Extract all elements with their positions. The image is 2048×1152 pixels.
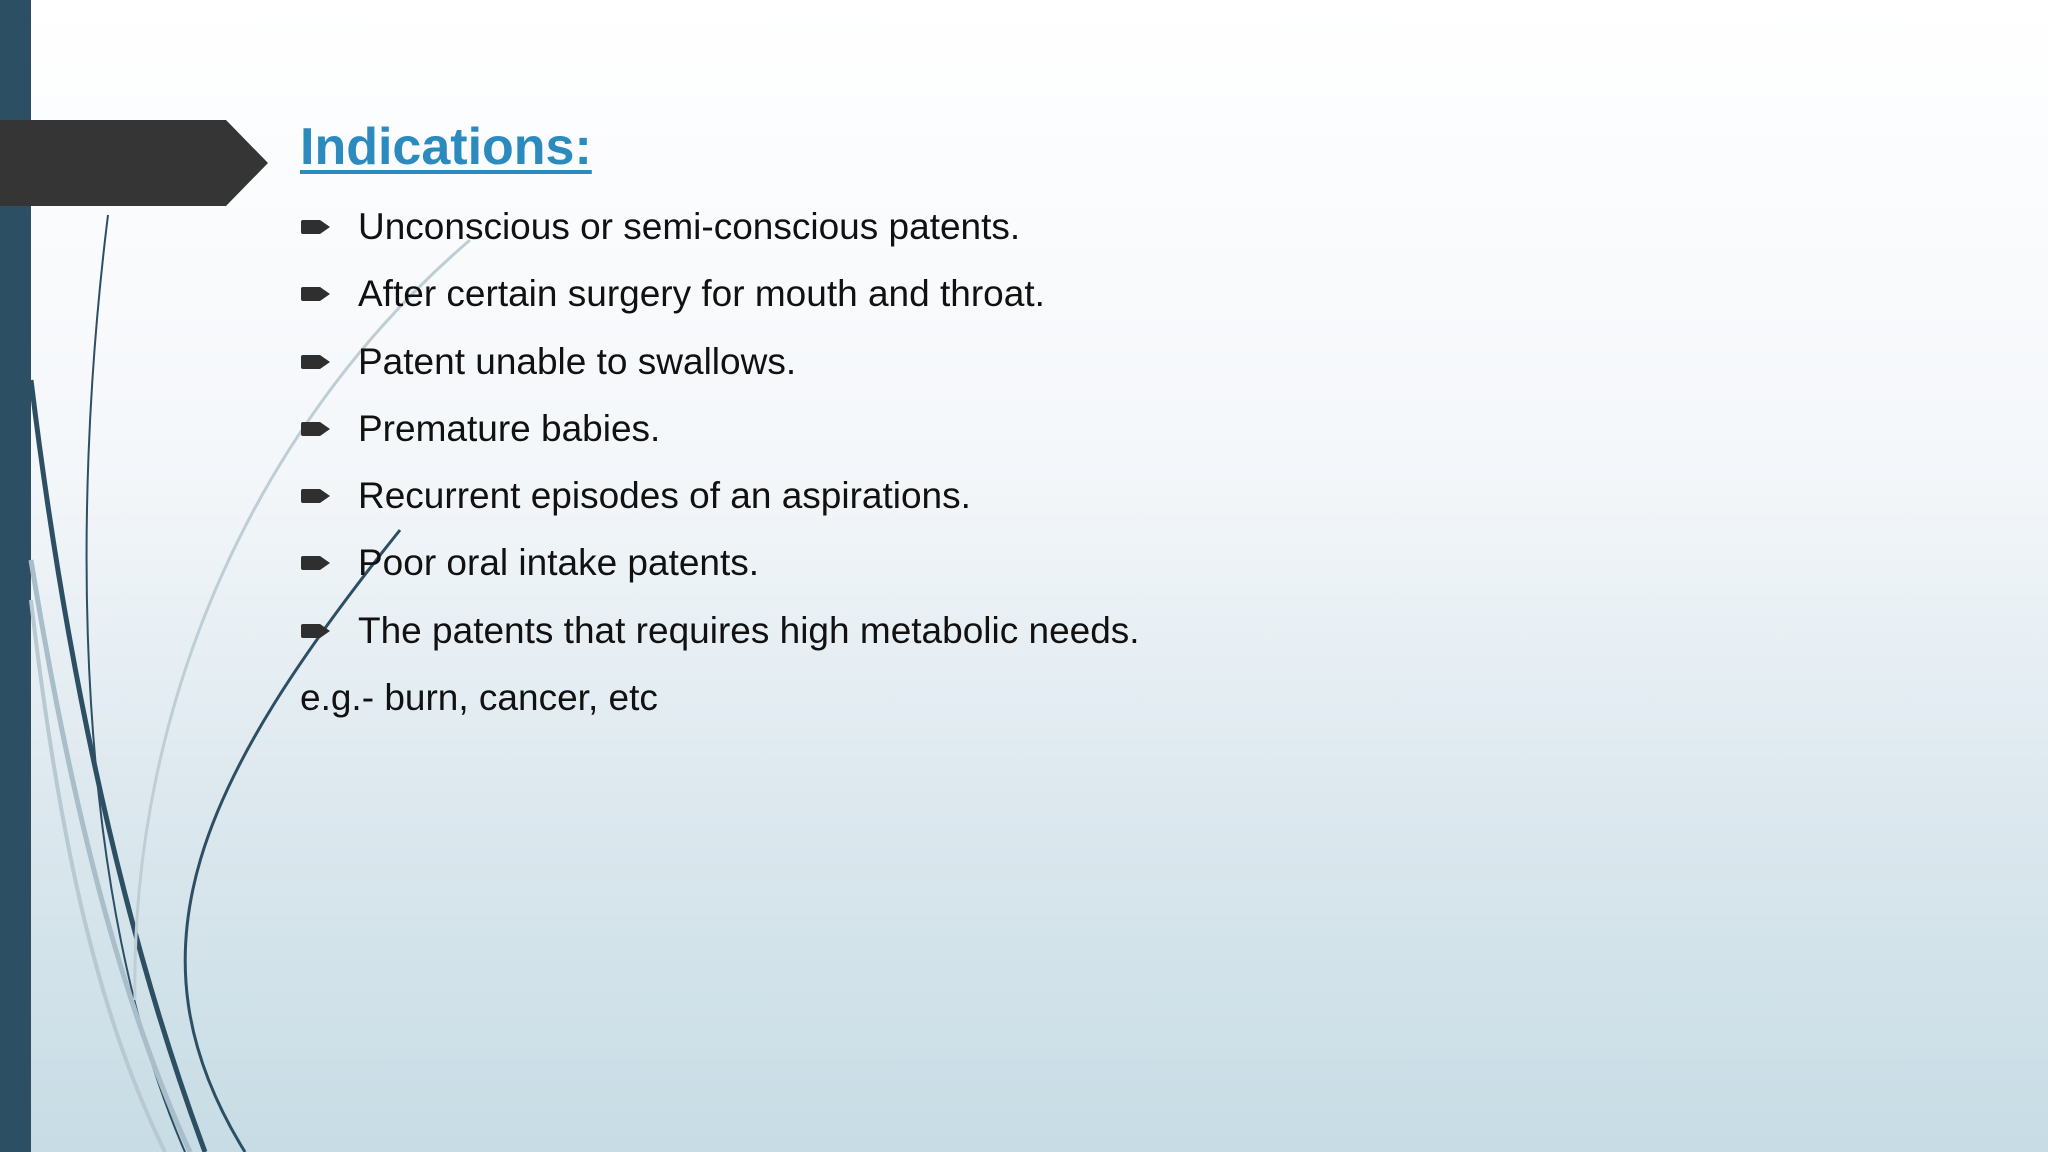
list-item-text: After certain surgery for mouth and throat.: [358, 273, 1045, 315]
list-item-text: Recurrent episodes of an aspirations.: [358, 475, 971, 517]
list-item: [300, 608, 1900, 653]
arrow-right-icon: [301, 285, 331, 303]
list-item-text: Patent unable to swallows.: [358, 340, 797, 382]
list-item: [300, 271, 1900, 316]
title-tab-arrow: [0, 120, 270, 206]
slide-content: [300, 112, 1900, 720]
arrow-right-icon: [301, 622, 331, 640]
indications-list: [300, 204, 1900, 653]
arrow-right-icon: [301, 554, 331, 572]
slide-title: Indications:: [300, 118, 592, 176]
arrow-right-icon: [301, 487, 331, 505]
arrow-right-icon: [301, 218, 331, 236]
list-item-text: Poor oral intake patents.: [358, 542, 760, 584]
arrow-right-icon: [301, 353, 331, 371]
list-item: [300, 406, 1900, 451]
list-item-text: The patents that requires high metabolic needs.: [358, 609, 1140, 651]
list-item-text: Premature babies.: [358, 407, 661, 449]
list-item: [300, 473, 1900, 518]
list-item-text: Unconscious or semi-conscious patents.: [358, 206, 1021, 247]
list-item: [300, 339, 1900, 384]
list-item: [300, 540, 1900, 585]
list-item: [300, 204, 1900, 249]
arrow-right-icon: [301, 420, 331, 438]
example-note: e.g.- burn, cancer, etc: [300, 677, 658, 719]
